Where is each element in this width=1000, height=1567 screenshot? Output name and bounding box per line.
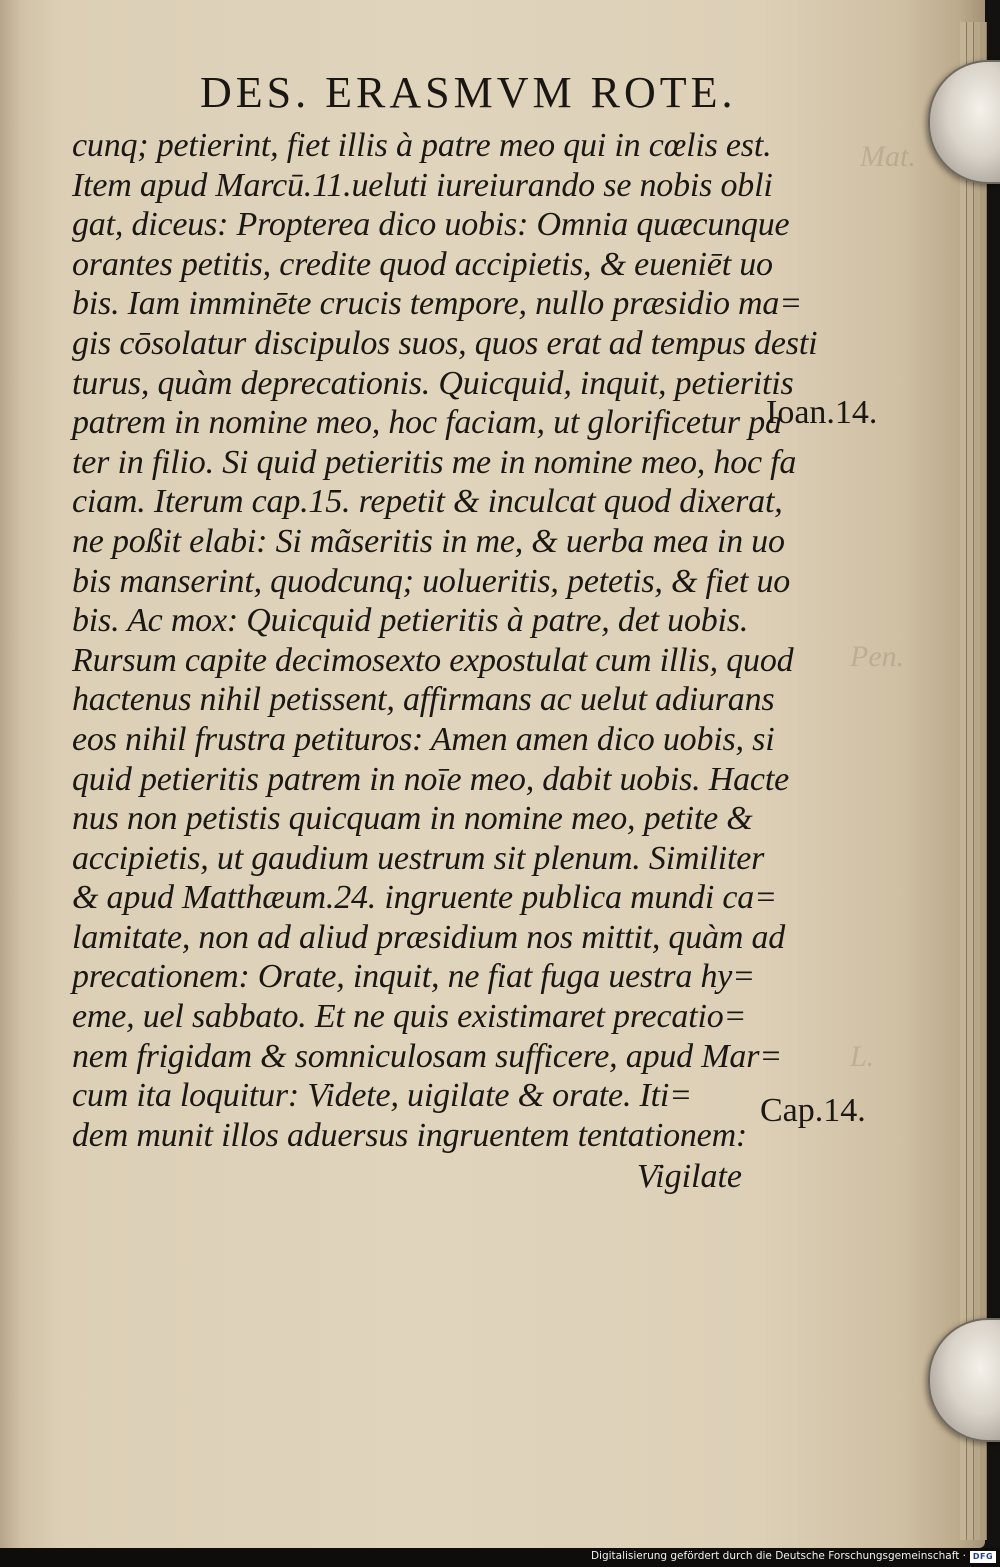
- text-line: ter in filio. Si quid petieritis me in nomine meo, hoc fa: [72, 443, 797, 481]
- page-edge: [967, 22, 974, 1540]
- text-line: gis cōsolatur discipulos suos, quos erat ad tempus desti: [72, 324, 818, 362]
- text-line: precationem: Orate, inquit, ne fiat fuga uestra hy=: [72, 958, 755, 996]
- text-line: bis. Ac mox: Quicquid petieritis à patre, det uobis.: [72, 602, 749, 640]
- text-line: ne poßit elabi: Si mãseritis in me, & uerba mea in uo: [72, 522, 785, 560]
- text-line: Item apud Marcū.11.ueluti iureiurando se nobis obli: [72, 166, 773, 204]
- text-line: cunq; petierint, fiet illis à patre meo qui in cœlis est.: [72, 127, 772, 164]
- show-through-mark: L.: [850, 1040, 875, 1073]
- text-line: accipietis, ut gaudium uestrum sit plenum. Similiter: [72, 839, 765, 877]
- text-line: eme, uel sabbato. Et ne quis existimaret precatio=: [72, 998, 747, 1036]
- marginal-note-cap: Cap.14.: [760, 1092, 866, 1129]
- text-line: bis. Iam imminēte crucis tempore, nullo præsidio ma=: [72, 285, 802, 323]
- text-line: gat, diceus: Propterea dico uobis: Omnia quæcunque: [72, 206, 790, 244]
- text-line: dem munit illos aduersus ingruentem tentationem:: [72, 1116, 748, 1154]
- text-line: Rursum capite decimosexto expostulat cum illis, quod: [72, 641, 794, 679]
- text-line: ciam. Iterum cap.15. repetit & inculcat quod dixerat,: [72, 483, 783, 521]
- text-line: cum ita loquitur: Videte, uigilate & orate. Iti=: [72, 1077, 692, 1115]
- text-line: eos nihil frustra petituros: Amen amen dico uobis, si: [72, 720, 775, 758]
- dfg-logo-icon: DFG: [970, 1551, 996, 1563]
- marginal-note-ioan: Ioan.14.: [766, 394, 878, 431]
- show-through-mark: Pen.: [850, 640, 905, 673]
- running-head: DES. ERASMVM ROTE.: [200, 68, 737, 117]
- text-line: hactenus nihil petissent, affirmans ac uelut adiurans: [72, 681, 775, 719]
- catchword: Vigilate: [636, 1158, 742, 1196]
- text-line: & apud Matthæum.24. ingruente publica mundi ca=: [72, 879, 777, 917]
- footer-bar: [0, 1548, 1000, 1567]
- page-edge: [960, 22, 967, 1540]
- text-line: patrem in nomine meo, hoc faciam, ut glorificetur pa: [72, 404, 782, 442]
- text-line: bis manserint, quodcunq; uolueritis, petetis, & fiet uo: [72, 562, 791, 600]
- page-edge: [980, 22, 987, 1540]
- text-line: orantes petitis, credite quod accipietis, & eueniēt uo: [72, 245, 773, 283]
- text-line: lamitate, non ad aliud præsidium nos mittit, quàm ad: [72, 918, 786, 956]
- text-line: turus, quàm deprecationis. Quicquid, inquit, petieritis: [72, 364, 794, 402]
- show-through-mark: Mat.: [860, 140, 916, 173]
- funding-credit: Digitalisierung gefördert durch die Deutsche Forschungsgemeinschaft ·: [590, 1550, 966, 1562]
- text-line: quid petieritis patrem in noīe meo, dabit uobis. Hacte: [72, 760, 789, 798]
- text-line: nus non petistis quicquam in nomine meo, petite &: [72, 800, 753, 838]
- text-line: nem frigidam & somniculosam sufficere, apud Mar=: [72, 1037, 782, 1075]
